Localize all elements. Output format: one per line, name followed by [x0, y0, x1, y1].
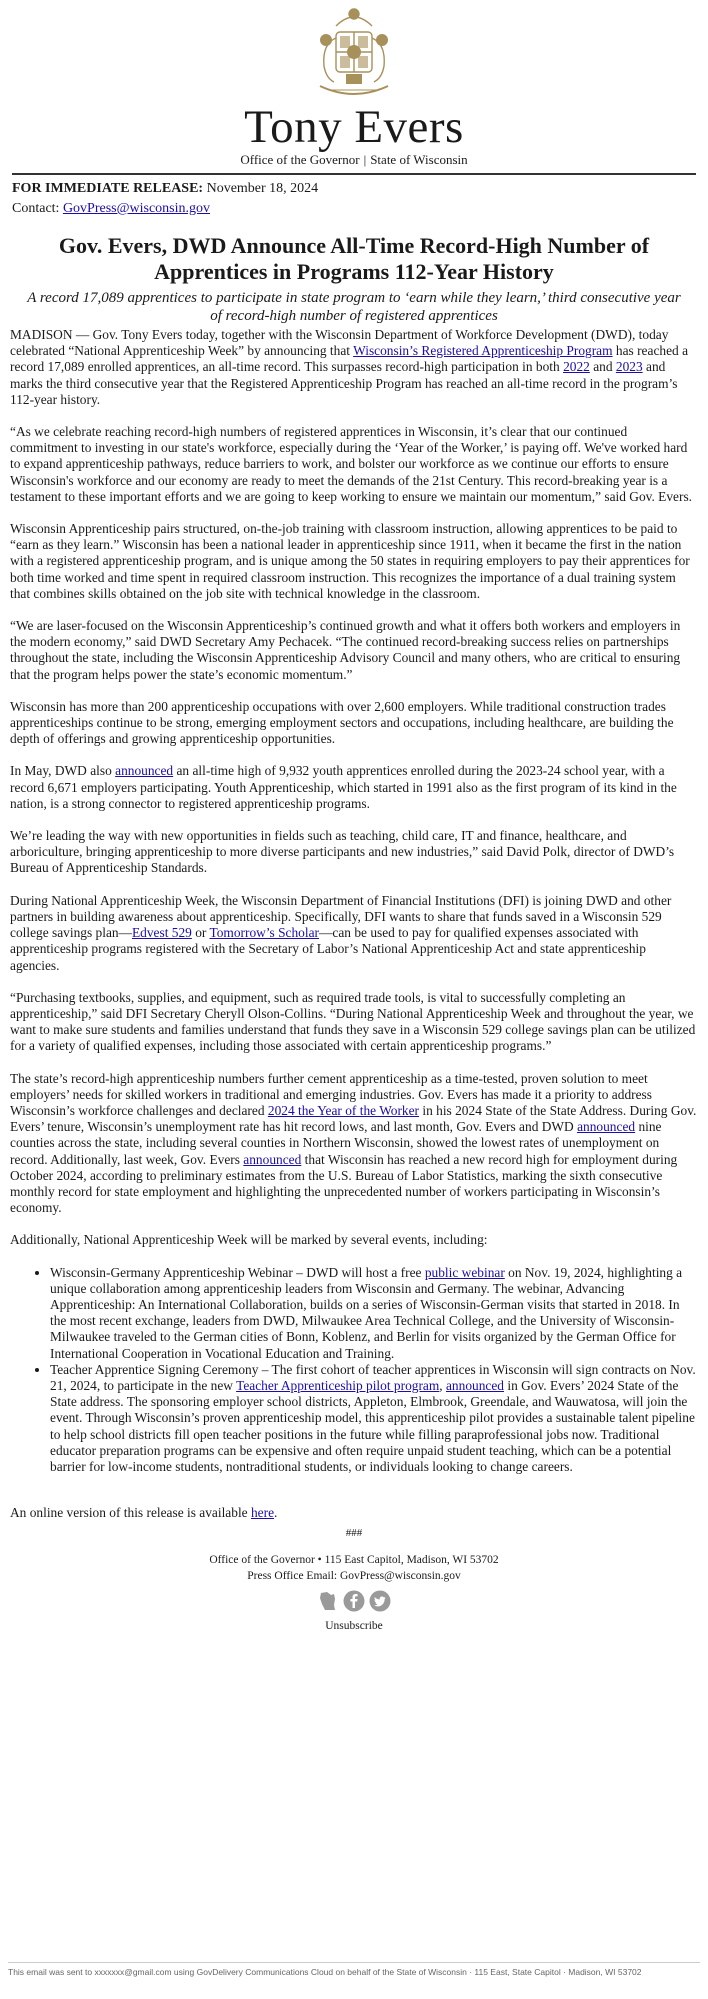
footer-press-email: Press Office Email: GovPress@wisconsin.gov — [247, 1569, 461, 1582]
office-name: Office of the Governor — [240, 152, 360, 167]
paragraph-2: “As we celebrate reaching record-high numbers of registered apprentices in Wisconsin, it’s clear that our continued commitment to investing in our state's workforce, especially during the ‘Year of the Worker,’ is paying off. We've worked hard to expand apprenticeship pathways, reduce barriers to work, and bolster our workforce as we continue our efforts to ensure Wisconsin's workforce and our economy are ready to meet the demands of the 21st Century. This record-breaking year is a testament to these important efforts and we are going to keep working to ensure we maintain our momentum,” said Gov. Evers. — [10, 424, 692, 504]
wisconsin-state-seal-icon — [306, 4, 402, 104]
text-span: The state’s record-high apprenticeship numbers further cement apprenticeship as a time-tested, proven solution to meet employers’ needs for skilled workers in traditional and emerging industries. Gov. Evers has made it a priority to address Wisconsin’s workforce challenges and declared — [10, 1070, 652, 1118]
text-span: , — [439, 1377, 446, 1393]
text-span: or — [191, 925, 210, 941]
text-span: in his 2024 State of the State Address. During Gov. Evers’ tenure, Wisconsin’s unemployment rate has hit record lows, and last month, Gov. Evers and DWD — [10, 1102, 697, 1135]
wisconsin-map-icon[interactable] — [317, 1590, 339, 1612]
social-links — [0, 1590, 708, 1612]
link-2023[interactable]: 2023 — [615, 359, 643, 375]
letterhead — [0, 0, 708, 175]
unsubscribe-link[interactable]: Unsubscribe — [325, 1619, 383, 1632]
release-label: FOR IMMEDIATE RELEASE: — [12, 181, 204, 196]
release-meta — [0, 175, 708, 219]
list-item — [50, 1265, 698, 1362]
text-span: that Wisconsin has reached a new record high for employment during October 2024, according to preliminary estimates from the U.S. Bureau of Labor Statistics, marking the sixth consecutive monthly record for state employment and highlighting the unprecedented number of workers participating in Wisconsin’s economy. — [10, 1151, 678, 1216]
paragraph-6 — [10, 763, 698, 812]
text-span: and — [589, 359, 616, 375]
paragraph-3: Wisconsin Apprenticeship pairs structured, on-the-job training with classroom instruction, allowing apprentices to be paid to “earn as they learn.” Wisconsin has been a national leader in apprenticeship since 1911, when it became the first in the nation with a registered apprenticeship program, and is unique among the 50 states in requiring employers to pay their apprentices for both time worked and time spent in required classroom instruction. This recognizes the importance of a dual training system that combines skills obtained on the job site with technical knowledge in the classroom. — [10, 521, 690, 601]
contact-line — [12, 199, 696, 219]
teacher-apprenticeship-link[interactable]: Teacher Apprenticeship pilot program — [236, 1377, 440, 1393]
registered-apprenticeship-link[interactable]: Wisconsin’s Registered Apprenticeship Program — [353, 343, 613, 359]
paragraph-8 — [10, 893, 698, 974]
year-of-worker-link[interactable]: 2024 the Year of the Worker — [267, 1102, 420, 1118]
text-span: Teacher Apprentice Signing Ceremony – The first cohort of teacher apprentices in Wisconsin will sign contracts on Nov. 21, 2024, to participate in the new — [50, 1361, 696, 1393]
paragraph-10 — [10, 1071, 698, 1217]
online-version-line — [10, 1505, 698, 1521]
facebook-icon[interactable] — [343, 1590, 365, 1612]
announced-link[interactable]: announced — [243, 1151, 302, 1167]
text-span: has reached a record 17,089 enrolled apprentices, an all-time record. This surpasses record-high participation in both — [10, 343, 689, 375]
text-span: An online version of this release is available — [10, 1505, 251, 1521]
events-list — [10, 1265, 698, 1476]
paragraph-5: Wisconsin has more than 200 apprenticeship occupations with over 2,600 employers. While traditional construction trades apprenticeships continue to be strong, emerging employment sectors and occupations, including healthcare, are building the depth of offerings and growing apprenticeship opportunities. — [10, 698, 674, 747]
paragraph-4: “We are laser-focused on the Wisconsin Apprenticeship’s continued growth and what it offers both workers and employers in the modern economy,” said DWD Secretary Amy Pechacek. “The continued record-breaking success relies on partnerships throughout the state, including the Wisconsin Apprenticeship Advisory Council and many others, who are critical to ensuring that the program helps power the state’s economic momentum.” — [10, 618, 681, 682]
text-span: Wisconsin-Germany Apprenticeship Webinar – DWD will host a free — [50, 1264, 425, 1280]
announced-link[interactable]: announced — [445, 1377, 504, 1393]
paragraph-1 — [10, 327, 698, 408]
text-span: —can be used to pay for qualified expenses associated with apprenticeship programs registered with the Secretary of Labor’s National Apprenticeship Act and state apprenticeship agencies. — [10, 925, 646, 973]
footer-address: Office of the Governor • 115 East Capitol, Madison, WI 53702 — [209, 1553, 499, 1566]
text-span: an all-time high of 9,932 youth apprentices enrolled during the 2023-24 school year, with a record 6,671 employers participating. Youth Apprenticeship, which started in 1991 also as the first program of its kind in the nation, is a strong connector to registered apprenticeship programs. — [10, 763, 677, 811]
footer — [0, 1552, 708, 1634]
list-item — [50, 1362, 698, 1475]
subheadline: A record 17,089 apprentices to participate in state program to ‘earn while they learn,’ third consecutive year of record-high number of registered apprentices — [27, 290, 681, 324]
link-2022[interactable]: 2022 — [563, 359, 590, 375]
text-span: . — [274, 1505, 278, 1521]
text-span: and marks the third consecutive year that the Registered Apprenticeship Program has reached an all-time record in the program’s 112-year history. — [10, 359, 678, 407]
text-span: nine counties across the state, including several counties in Northern Wisconsin, showed the lowest rates of unemployment on record. Additionally, last week, Gov. Evers — [10, 1119, 662, 1167]
text-span: on Nov. 19, 2024, highlighting a unique collaboration among apprenticeship leaders from Wisconsin and Germany. The webinar, Advancing Apprenticeship: An International Collaboration, builds on a series of Wisconsin-German visits that started in 2018. In the most recent exchange, leaders from DWD, Milwaukee Area Technical College, and the University of Wisconsin-Milwaukee traveled to the German cities of Bonn, Koblenz, and Berlin for visits organized by the German Office for International Cooperation in Vocational Education and Training. — [50, 1264, 683, 1361]
paragraph-7: We’re leading the way with new opportunities in fields such as teaching, child care, IT and finance, healthcare, and arboriculture, bringing apprenticeship to more diverse participants and new industries,” said David Polk, director of DWD’s Bureau of Apprenticeship Standards. — [10, 828, 675, 876]
end-mark: ### — [345, 1527, 363, 1540]
text-span: In May, DWD also — [10, 763, 116, 779]
text-span: During National Apprenticeship Week, the Wisconsin Department of Financial Institutions (DFI) is joining DWD and other partners in building awareness about apprenticeship. Specifically, DFI wants to share that funds saved in a Wisconsin 529 college savings plan— — [10, 892, 672, 941]
public-webinar-link[interactable]: public webinar — [424, 1264, 505, 1280]
divider: | — [363, 152, 367, 167]
headline: Gov. Evers, DWD Announce All-Time Record-High Number of Apprentices in Programs 112-Year History — [58, 233, 650, 284]
contact-email-link[interactable]: GovPress@wisconsin.gov — [62, 201, 210, 216]
announced-link[interactable]: announced — [115, 763, 174, 779]
release-date: November 18, 2024 — [206, 181, 319, 196]
governor-name: Tony Evers — [244, 101, 464, 153]
edvest-link[interactable]: Edvest 529 — [131, 925, 192, 941]
announced-link[interactable]: announced — [577, 1119, 636, 1135]
twitter-icon[interactable] — [369, 1590, 391, 1612]
contact-label: Contact: — [12, 201, 60, 216]
office-line — [0, 152, 708, 168]
online-version-link[interactable]: here — [250, 1505, 275, 1521]
paragraph-11: Additionally, National Apprenticeship Week will be marked by several events, including: — [10, 1232, 488, 1248]
tomorrows-scholar-link[interactable]: Tomorrow’s Scholar — [209, 925, 320, 941]
text-span: in Gov. Evers’ 2024 State of the State address. The sponsoring employer school districts, Appleton, Elmbrook, Greendale, and Wauwatosa, will join the event. Through Wisconsin’s proven apprenticeship model, this apprenticeship pilot provides a sustainable talent pipeline to help school districts fill open teacher positions in the future while filling paraprofessional jobs now. Traditional educator preparation programs can be expensive and often require unpaid student teaching, which can be a potential barrier for low-income students, nontraditional students, or individuals looking to change careers. — [50, 1377, 695, 1474]
text-span: MADISON — Gov. Tony Evers today, together with the Wisconsin Department of Workforce Development (DWD), today celebrated “National Apprenticeship Week” by announcing that — [10, 327, 669, 359]
delivery-notice: This email was sent to xxxxxxx@gmail.com using GovDelivery Communications Cloud on behalf of the State of Wisconsin · 115 East, State Capitol · Madison, WI 53702 — [8, 1962, 700, 1978]
paragraph-9: “Purchasing textbooks, supplies, and equipment, such as required trade tools, is vital to successfully completing an apprenticeship,” said DFI Secretary Cheryll Olson-Collins. “During National Apprenticeship Week and throughout the year, we want to make sure students and families understand that funds they save in a Wisconsin 529 college savings plan can be utilized for a variety of qualified expenses, including those associated with certain apprenticeship programs.” — [10, 989, 696, 1054]
article-body — [0, 327, 708, 1542]
state-name: State of Wisconsin — [370, 152, 468, 167]
release-date-line — [12, 179, 696, 199]
